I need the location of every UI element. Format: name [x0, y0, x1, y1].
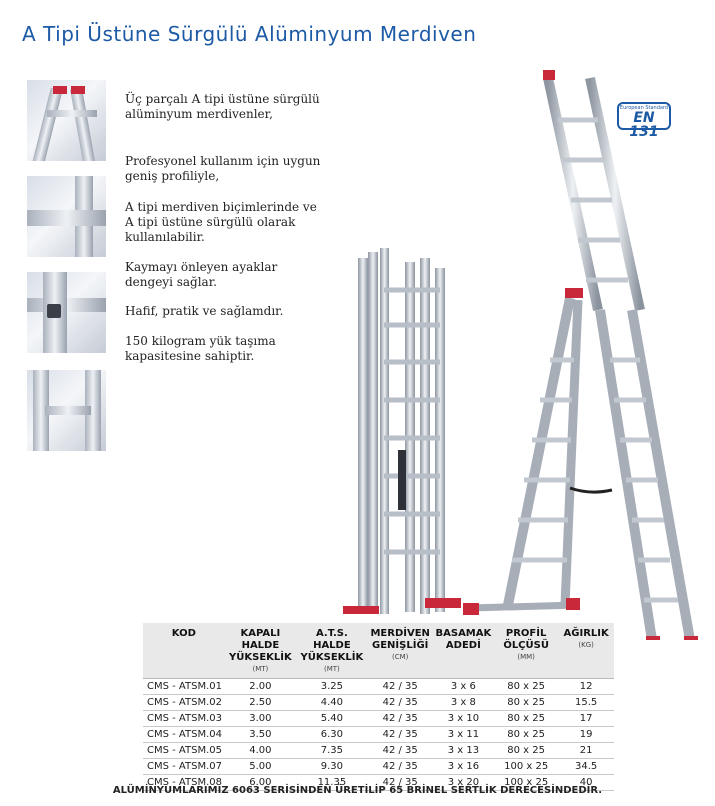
- cell-closed-height: 3.00: [225, 711, 297, 727]
- cell-profile: 80 x 25: [494, 743, 558, 759]
- cell-kod: CMS - ATSM.05: [143, 743, 225, 759]
- cell-closed-height: 4.00: [225, 743, 297, 759]
- folded-ladder: [343, 248, 461, 614]
- table-header-row: [143, 623, 614, 679]
- cell-kod: CMS - ATSM.07: [143, 759, 225, 775]
- a-type-ladder: [463, 70, 698, 640]
- cell-profile: 80 x 25: [494, 711, 558, 727]
- cell-steps: 3 x 13: [433, 743, 494, 759]
- cell-kod: CMS - ATSM.02: [143, 695, 225, 711]
- feature-item: Kaymayı önleyen ayaklar dengeyi sağlar.: [125, 260, 278, 289]
- badge-caption: European Standard: [619, 105, 669, 111]
- cell-profile: 80 x 25: [494, 727, 558, 743]
- footnote: ALÜMİNYUMLARIMIZ 6063 SERİSİNDEN ÜRETİLİP 65 BRİNEL SERTLİK DERECESİNDEDİR.: [112, 785, 603, 796]
- cell-weight: 15.5: [558, 695, 614, 711]
- spec-table: [143, 623, 614, 791]
- feature-item: Profesyonel kullanım için uygun geniş profiliyle,: [125, 154, 321, 183]
- cell-kod: CMS - ATSM.01: [143, 679, 225, 695]
- cell-closed-height: 3.50: [225, 727, 297, 743]
- header-closed-height: KAPALI HALDE YÜKSEKLİK (MT): [225, 623, 297, 679]
- cell-weight: 12: [558, 679, 614, 695]
- table-row: [143, 711, 614, 727]
- cell-steps: 3 x 11: [433, 727, 494, 743]
- table-row: [143, 679, 614, 695]
- cell-width: 42 / 35: [368, 695, 433, 711]
- cell-kod: CMS - ATSM.03: [143, 711, 225, 727]
- cell-weight: 21: [558, 743, 614, 759]
- header-weight: AĞIRLIK (KG): [558, 623, 614, 679]
- header-profile: PROFİL ÖLÇÜSÜ (MM): [494, 623, 558, 679]
- badge-standard: EN 131: [629, 110, 659, 140]
- cell-steps: 3 x 20: [433, 775, 494, 791]
- feature-item: Hafif, pratik ve sağlamdır.: [125, 304, 284, 318]
- table-row: [143, 743, 614, 759]
- cell-steps: 3 x 10: [433, 711, 494, 727]
- header-kod: KOD: [143, 623, 225, 679]
- cell-ats-height: 6.30: [296, 727, 368, 743]
- cell-ats-height: 11.35: [296, 775, 368, 791]
- cell-kod: CMS - ATSM.04: [143, 727, 225, 743]
- header-width: MERDİVEN GENİŞLİĞİ (CM): [368, 623, 433, 679]
- cell-width: 42 / 35: [368, 743, 433, 759]
- table-row: [143, 727, 614, 743]
- cell-width: 42 / 35: [368, 727, 433, 743]
- cell-kod: CMS - ATSM.08: [143, 775, 225, 791]
- cell-steps: 3 x 6: [433, 679, 494, 695]
- cell-width: 42 / 35: [368, 759, 433, 775]
- cell-ats-height: 4.40: [296, 695, 368, 711]
- cell-steps: 3 x 16: [433, 759, 494, 775]
- feature-item: Üç parçalı A tipi üstüne sürgülü alüminyum merdivenler,: [125, 92, 320, 121]
- cell-profile: 100 x 25: [494, 759, 558, 775]
- cell-weight: 34.5: [558, 759, 614, 775]
- cell-steps: 3 x 8: [433, 695, 494, 711]
- cell-closed-height: 2.00: [225, 679, 297, 695]
- cell-width: 42 / 35: [368, 679, 433, 695]
- cell-profile: 100 x 25: [494, 775, 558, 791]
- cell-ats-height: 9.30: [296, 759, 368, 775]
- cell-width: 42 / 35: [368, 775, 433, 791]
- cell-weight: 19: [558, 727, 614, 743]
- feature-item: A tipi merdiven biçimlerinde ve A tipi üstüne sürgülü olarak kullanılabilir.: [125, 200, 317, 244]
- cell-weight: 17: [558, 711, 614, 727]
- header-ats-height: A.T.S. HALDE YÜKSEKLİK (MT): [296, 623, 368, 679]
- cell-ats-height: 7.35: [296, 743, 368, 759]
- cell-width: 42 / 35: [368, 711, 433, 727]
- page-title: A Tipi Üstüne Sürgülü Alüminyum Merdiven: [22, 22, 477, 46]
- header-steps: BASAMAK ADEDİ: [433, 623, 494, 679]
- cell-closed-height: 2.50: [225, 695, 297, 711]
- table-row: [143, 759, 614, 775]
- cell-weight: 40: [558, 775, 614, 791]
- feature-item: 150 kilogram yük taşıma kapasitesine sahiptir.: [125, 334, 276, 363]
- cell-ats-height: 3.25: [296, 679, 368, 695]
- cell-closed-height: 6.00: [225, 775, 297, 791]
- table-row: [143, 695, 614, 711]
- cell-closed-height: 5.00: [225, 759, 297, 775]
- cell-profile: 80 x 25: [494, 695, 558, 711]
- cell-profile: 80 x 25: [494, 679, 558, 695]
- cell-ats-height: 5.40: [296, 711, 368, 727]
